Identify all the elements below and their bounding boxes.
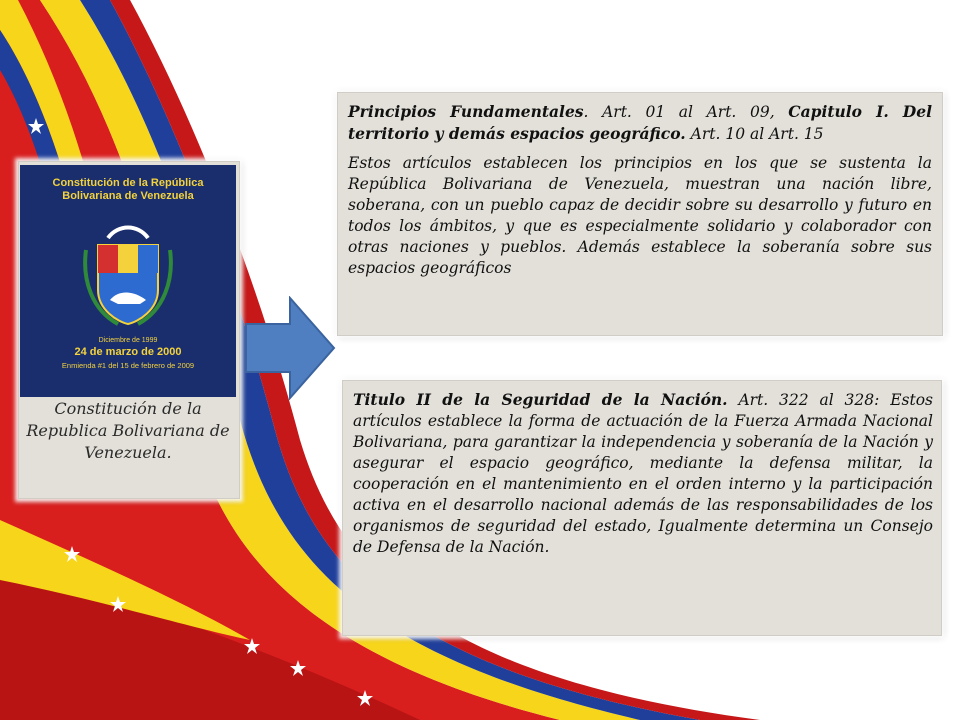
principles-heading-plain: . Art. 01 al Art. 09,: [583, 103, 789, 121]
book-cover-date-3: Enmienda #1 del 15 de febrero de 2009: [61, 361, 195, 370]
coat-of-arms-icon: [78, 220, 178, 330]
security-paragraph: [353, 389, 933, 558]
right-arrow-icon: [244, 296, 336, 400]
principles-card: [337, 92, 943, 336]
book-cover-title: Constitución de la República Bolivariana de Venezuela: [52, 177, 204, 202]
chapter-heading-bold: Capitulo I. Del territorio y demás espacios geográfico.: [348, 102, 932, 143]
chapter-heading-plain: Art. 10 al Art. 15: [685, 125, 824, 143]
principles-body: Estos artículos establecen los principios en los que se sustenta la República Bolivariana de Venezuela, muestran una nación libre, soberana, con un pueblo capaz de decidir sobre su desarrollo y futuro en todos los ámbitos, y que es especialmente solidario y colaborador con otras naciones y pueblos. Además establece la soberanía sobre sus espacios geográficos: [348, 154, 932, 277]
security-heading-bold: Titulo II de la Seguridad de la Nación.: [353, 390, 728, 409]
book-cover-date-2: 24 de marzo de 2000: [74, 346, 182, 358]
principles-heading-bold: Principios Fundamentales: [348, 102, 584, 121]
security-card: [342, 380, 942, 636]
book-cover-date-1: Diciembre de 1999: [98, 337, 158, 344]
book-caption: Constitución de la Republica Bolivariana de Venezuela.: [26, 399, 230, 462]
constitution-book-cover: [20, 165, 236, 397]
security-body: Art. 322 al 328: Estos artículos establece la forma de actuación de la Fuerza Armada Nacional Bolivariana, para garantizar la independencia y soberanía de la Nación y asegurar el espacio geográfico, mediante la defensa militar, la cooperación en el mantenimiento en el orden interno y la participación activa en el desarrollo nacional además de las responsabilidades de los organismos de seguridad del estado, Igualmente determina un Consejo de Defensa de la Nación.: [353, 391, 933, 556]
principles-heading: [348, 101, 932, 145]
